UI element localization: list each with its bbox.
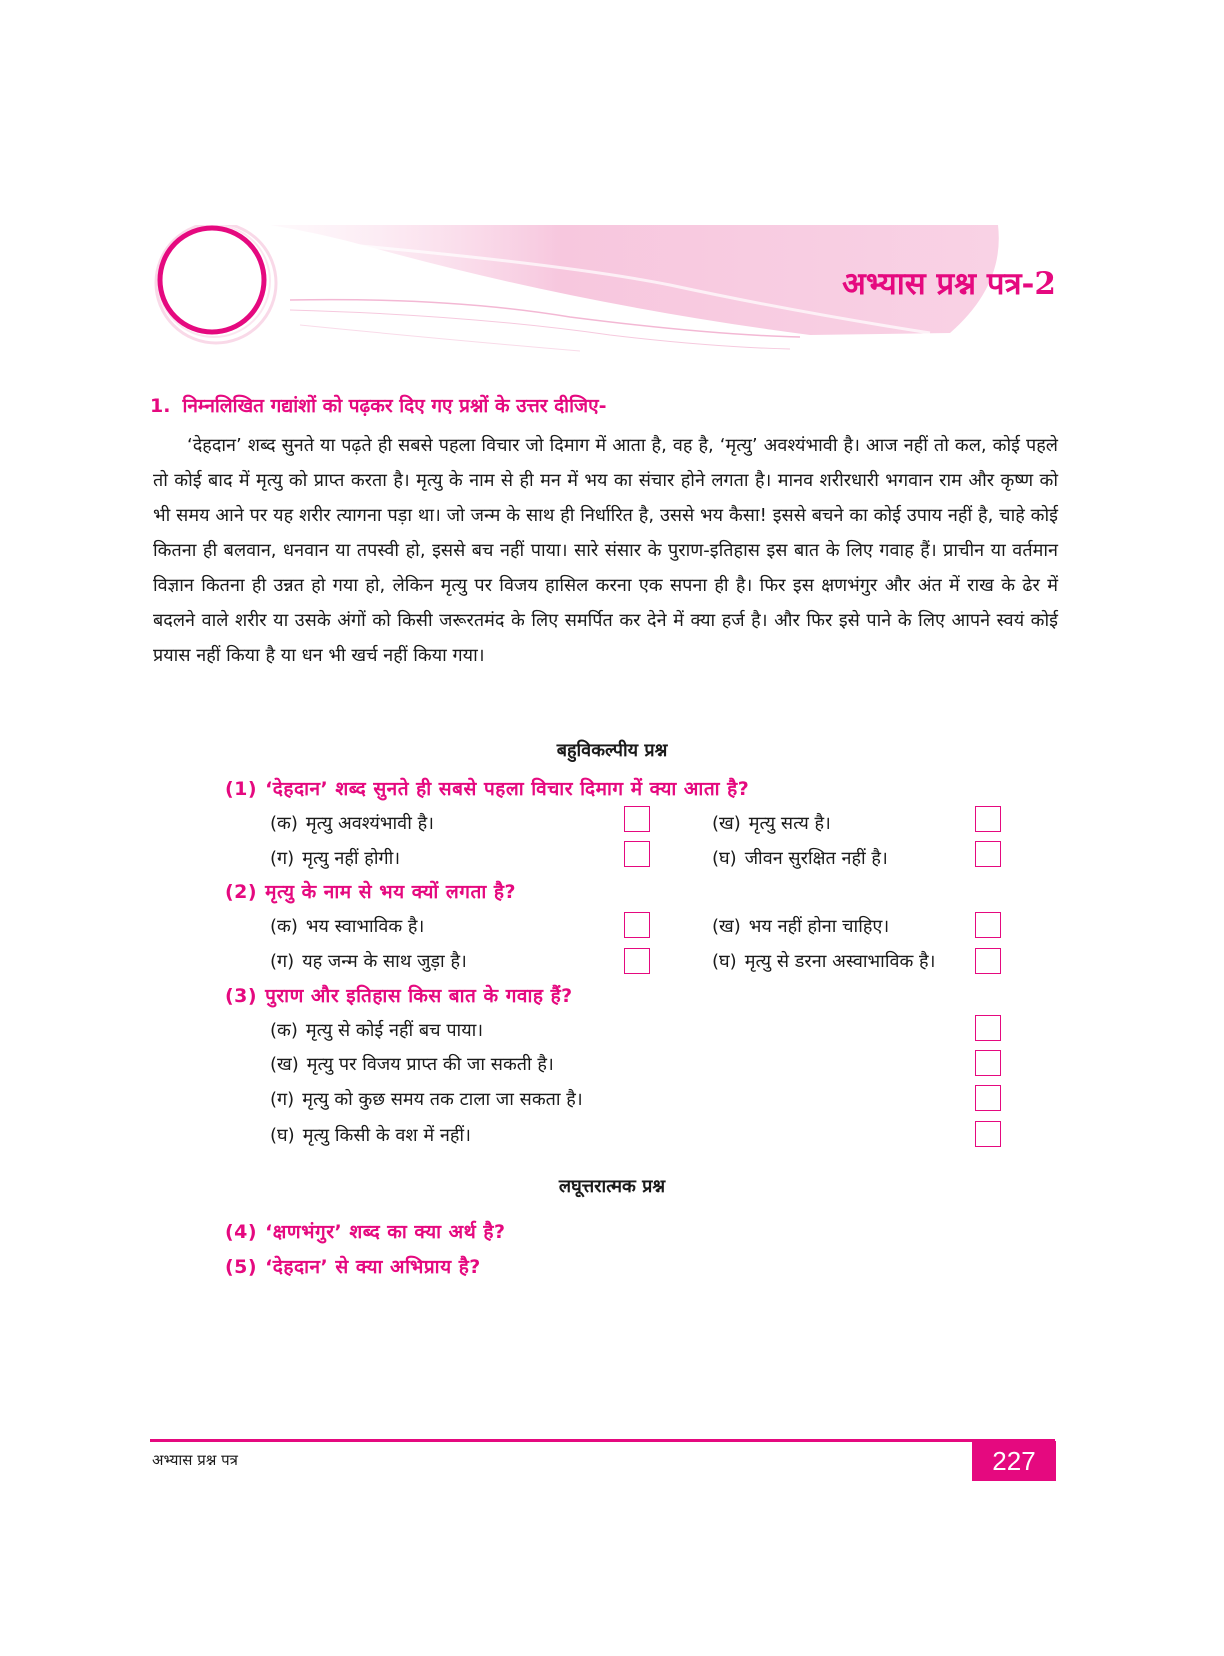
option-text: मृत्यु से कोई नहीं बच पाया। [305, 1020, 484, 1041]
option [712, 949, 935, 973]
answer-checkbox[interactable] [624, 948, 650, 974]
question-number: (4) [225, 1221, 258, 1243]
option [270, 949, 467, 973]
option-text: मृत्यु अवश्यंभावी है। [305, 813, 434, 834]
answer-checkbox[interactable] [624, 806, 650, 832]
option-key: (क) [270, 916, 298, 937]
mcq-section-title: बहुविकल्पीय प्रश्न [556, 740, 668, 761]
option [712, 811, 831, 835]
question-number: (1) [225, 778, 258, 800]
option-key: (ग) [270, 1089, 295, 1110]
page-title: अभ्यास प्रश्न पत्र-2 [842, 266, 1056, 302]
option [270, 914, 424, 938]
option-text: यह जन्म के साथ जुड़ा है। [302, 951, 467, 972]
option-key: (ख) [270, 1054, 299, 1075]
option-text: मृत्यु सत्य है। [748, 813, 831, 834]
option-key: (क) [270, 1020, 298, 1041]
question-2 [225, 878, 516, 904]
option-key: (ख) [712, 916, 741, 937]
footer-label: अभ्यास प्रश्न पत्र [152, 1451, 238, 1469]
question-number: (3) [225, 985, 258, 1007]
question-number: (5) [225, 1256, 258, 1278]
instruction-number: 1. [150, 395, 171, 417]
question-text: पुराण और इतिहास किस बात के गवाह हैं? [265, 985, 573, 1007]
instruction-heading [150, 392, 1060, 418]
answer-checkbox[interactable] [975, 1015, 1001, 1041]
page-number: 227 [972, 1441, 1056, 1481]
option [712, 846, 888, 870]
option-text: जीवन सुरक्षित नहीं है। [744, 848, 888, 869]
option [270, 811, 434, 835]
option-key: (घ) [712, 951, 737, 972]
question-3 [225, 982, 573, 1008]
option-key: (ग) [270, 951, 295, 972]
answer-checkbox[interactable] [624, 841, 650, 867]
option-key: (ख) [712, 813, 741, 834]
answer-checkbox[interactable] [975, 841, 1001, 867]
question-number: (2) [225, 881, 258, 903]
answer-checkbox[interactable] [624, 912, 650, 938]
option [270, 1123, 471, 1147]
answer-checkbox[interactable] [975, 1050, 1001, 1076]
answer-checkbox[interactable] [975, 912, 1001, 938]
footer-rule [150, 1439, 1055, 1442]
option [270, 846, 400, 870]
answer-checkbox[interactable] [975, 1085, 1001, 1111]
option-text: मृत्यु किसी के वश में नहीं। [302, 1125, 471, 1146]
question-text: मृत्यु के नाम से भय क्यों लगता है? [265, 881, 516, 903]
passage-text: ‘देहदान’ शब्द सुनते या पढ़ते ही सबसे पहला विचार जो दिमाग में आता है, वह है, ‘मृत्यु’ अवश्यंभावी है। आज नहीं तो कल, कोई पहले तो कोई बाद में मृत्यु को प्राप्त करता है। मृत्यु के नाम से ही मन में भय का संचार होने लगता है। मानव शरीरधारी भगवान राम और कृष्ण को भी समय आने पर यह शरीर त्यागना पड़ा था। जो जन्म के साथ ही निर्धारित है, उससे भय कैसा! इससे बचने का कोई उपाय नहीं है, चाहे कोई कितना ही बलवान, धनवान या तपस्वी हो, इससे बच नहीं पाया। सारे संसार के पुराण-इतिहास इस बात के लिए गवाह हैं। प्राचीन या वर्तमान विज्ञान कितना ही उन्नत हो गया हो, लेकिन मृत्यु पर विजय हासिल करना एक सपना ही है। फिर इस क्षणभंगुर और अंत में राख के ढेर में बदलने वाले शरीर या उसके अंगों को किसी जरूरतमंद के लिए समर्पित कर देने में क्या हर्ज है। और फिर इसे पाने के लिए आपने स्वयं कोई प्रयास नहीं किया है या धन भी खर्च नहीं किया गया। [153, 435, 1058, 666]
question-text: ‘क्षणभंगुर’ शब्द का क्या अर्थ है? [265, 1221, 506, 1243]
option-text: मृत्यु नहीं होगी। [302, 848, 401, 869]
short-section-title: लघूत्तरात्मक प्रश्न [558, 1176, 666, 1197]
option-text: मृत्यु को कुछ समय तक टाला जा सकता है। [302, 1089, 583, 1110]
question-5 [225, 1253, 481, 1279]
answer-checkbox[interactable] [975, 806, 1001, 832]
option-key: (घ) [712, 848, 737, 869]
option-key: (ग) [270, 848, 295, 869]
option [270, 1087, 583, 1111]
option-key: (घ) [270, 1125, 295, 1146]
option-text: भय स्वाभाविक है। [305, 916, 425, 937]
answer-checkbox[interactable] [975, 948, 1001, 974]
instruction-text: निम्नलिखित गद्यांशों को पढ़कर दिए गए प्रश्नों के उत्तर दीजिए- [182, 395, 607, 417]
question-1 [225, 775, 749, 801]
question-text: ‘देहदान’ से क्या अभिप्राय है? [265, 1256, 481, 1278]
option-text: भय नहीं होना चाहिए। [748, 916, 890, 937]
option [270, 1052, 554, 1076]
question-text: ‘देहदान’ शब्द सुनते ही सबसे पहला विचार दिमाग में क्या आता है? [265, 778, 750, 800]
option-text: मृत्यु से डरना अस्वाभाविक है। [744, 951, 936, 972]
question-4 [225, 1218, 506, 1244]
option [270, 1018, 483, 1042]
option-text: मृत्यु पर विजय प्राप्त की जा सकती है। [306, 1054, 554, 1075]
option [712, 914, 889, 938]
option-key: (क) [270, 813, 298, 834]
answer-checkbox[interactable] [975, 1121, 1001, 1147]
